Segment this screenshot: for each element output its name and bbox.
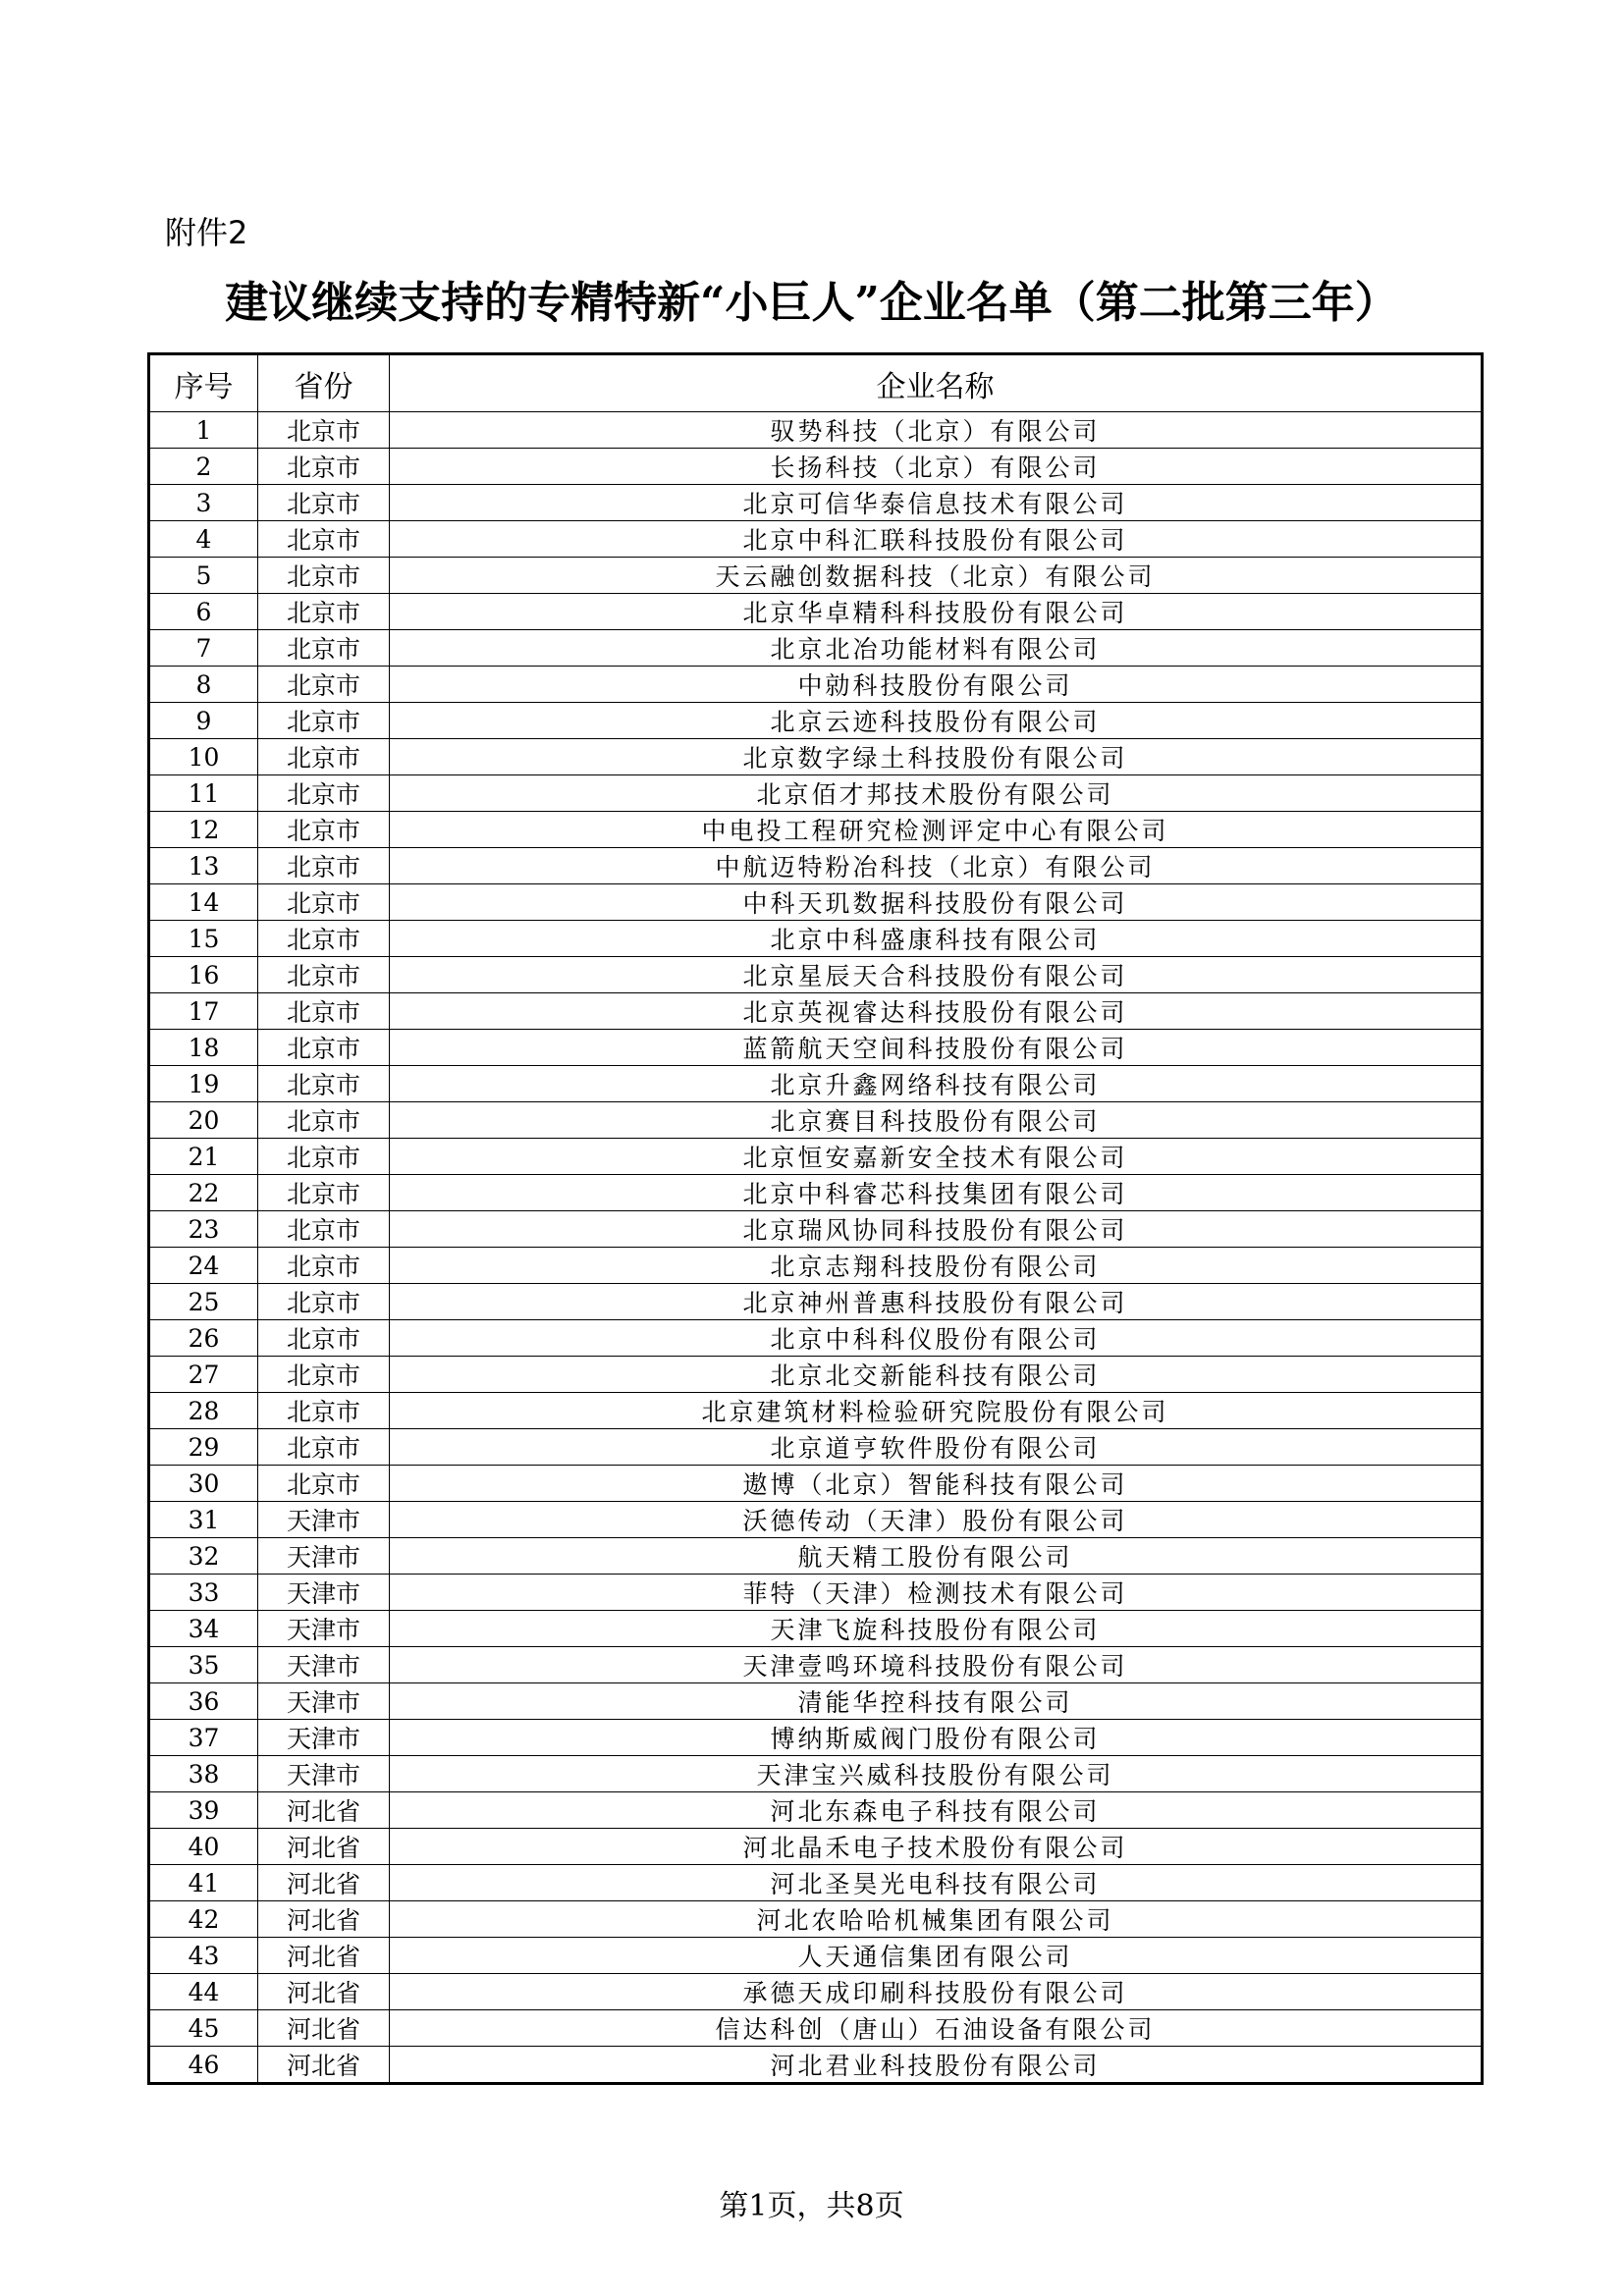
row-no-cell: 12 <box>149 812 258 848</box>
row-company-cell: 菲特（天津）检测技术有限公司 <box>390 1575 1483 1611</box>
row-province-cell: 北京市 <box>258 812 390 848</box>
row-province-cell: 北京市 <box>258 703 390 739</box>
row-province-cell: 北京市 <box>258 558 390 594</box>
row-company-cell: 沃德传动（天津）股份有限公司 <box>390 1502 1483 1538</box>
row-province-cell: 北京市 <box>258 848 390 884</box>
table-row <box>149 1720 1483 1756</box>
row-province-cell: 北京市 <box>258 449 390 485</box>
row-province-cell: 北京市 <box>258 1320 390 1357</box>
row-province-cell: 河北省 <box>258 2010 390 2047</box>
row-company-cell: 北京中科盛康科技有限公司 <box>390 921 1483 957</box>
row-province-cell: 北京市 <box>258 521 390 558</box>
row-no-cell: 25 <box>149 1284 258 1320</box>
row-province-cell: 北京市 <box>258 1393 390 1429</box>
row-no-cell: 19 <box>149 1066 258 1102</box>
page-footer: 第1页，共8页 <box>719 2189 904 2223</box>
row-province-cell: 天津市 <box>258 1720 390 1756</box>
row-no-cell: 4 <box>149 521 258 558</box>
row-company-cell: 河北农哈哈机械集团有限公司 <box>390 1901 1483 1938</box>
row-no-cell: 42 <box>149 1901 258 1938</box>
row-province-cell: 北京市 <box>258 667 390 703</box>
table-row <box>149 2010 1483 2047</box>
row-province-cell: 北京市 <box>258 1429 390 1466</box>
row-company-cell: 北京北交新能科技有限公司 <box>390 1357 1483 1393</box>
row-province-cell: 北京市 <box>258 1102 390 1139</box>
table-row <box>149 1393 1483 1429</box>
row-company-cell: 驭势科技（北京）有限公司 <box>390 412 1483 449</box>
row-no-cell: 45 <box>149 2010 258 2047</box>
company-table <box>147 352 1484 2085</box>
row-company-cell: 长扬科技（北京）有限公司 <box>390 449 1483 485</box>
row-company-cell: 北京华卓精科科技股份有限公司 <box>390 594 1483 630</box>
table-row <box>149 521 1483 558</box>
table-row <box>149 1502 1483 1538</box>
row-province-cell: 天津市 <box>258 1575 390 1611</box>
table-row <box>149 993 1483 1030</box>
row-no-cell: 7 <box>149 630 258 667</box>
row-province-cell: 北京市 <box>258 1357 390 1393</box>
table-row <box>149 1611 1483 1647</box>
row-province-cell: 天津市 <box>258 1611 390 1647</box>
table-row <box>149 594 1483 630</box>
row-company-cell: 承德天成印刷科技股份有限公司 <box>390 1974 1483 2010</box>
row-company-cell: 北京中科科仪股份有限公司 <box>390 1320 1483 1357</box>
table-row <box>149 1792 1483 1829</box>
row-company-cell: 北京中科睿芯科技集团有限公司 <box>390 1175 1483 1211</box>
row-no-cell: 15 <box>149 921 258 957</box>
table-row <box>149 921 1483 957</box>
row-province-cell: 北京市 <box>258 884 390 921</box>
row-company-cell: 航天精工股份有限公司 <box>390 1538 1483 1575</box>
table-row <box>149 1865 1483 1901</box>
row-company-cell: 中科天玑数据科技股份有限公司 <box>390 884 1483 921</box>
row-province-cell: 河北省 <box>258 2047 390 2084</box>
row-company-cell: 中航迈特粉冶科技（北京）有限公司 <box>390 848 1483 884</box>
row-company-cell: 河北君业科技股份有限公司 <box>390 2047 1483 2084</box>
row-company-cell: 天津飞旋科技股份有限公司 <box>390 1611 1483 1647</box>
row-company-cell: 北京云迹科技股份有限公司 <box>390 703 1483 739</box>
row-no-cell: 16 <box>149 957 258 993</box>
row-no-cell: 35 <box>149 1647 258 1683</box>
row-no-cell: 31 <box>149 1502 258 1538</box>
row-no-cell: 33 <box>149 1575 258 1611</box>
row-company-cell: 中勍科技股份有限公司 <box>390 667 1483 703</box>
row-province-cell: 北京市 <box>258 1175 390 1211</box>
table-row <box>149 1429 1483 1466</box>
table-row <box>149 558 1483 594</box>
row-province-cell: 北京市 <box>258 1284 390 1320</box>
row-province-cell: 天津市 <box>258 1756 390 1792</box>
row-company-cell: 中电投工程研究检测评定中心有限公司 <box>390 812 1483 848</box>
header-no: 序号 <box>149 354 258 412</box>
row-company-cell: 北京可信华泰信息技术有限公司 <box>390 485 1483 521</box>
table-row <box>149 1901 1483 1938</box>
row-no-cell: 24 <box>149 1248 258 1284</box>
row-company-cell: 北京中科汇联科技股份有限公司 <box>390 521 1483 558</box>
row-no-cell: 22 <box>149 1175 258 1211</box>
row-no-cell: 14 <box>149 884 258 921</box>
row-no-cell: 32 <box>149 1538 258 1575</box>
header-company: 企业名称 <box>390 354 1483 412</box>
table-row <box>149 1974 1483 2010</box>
row-company-cell: 北京升鑫网络科技有限公司 <box>390 1066 1483 1102</box>
row-no-cell: 17 <box>149 993 258 1030</box>
row-no-cell: 21 <box>149 1139 258 1175</box>
row-province-cell: 北京市 <box>258 1466 390 1502</box>
table-row <box>149 1139 1483 1175</box>
row-company-cell: 博纳斯威阀门股份有限公司 <box>390 1720 1483 1756</box>
row-company-cell: 北京星辰天合科技股份有限公司 <box>390 957 1483 993</box>
row-no-cell: 37 <box>149 1720 258 1756</box>
row-no-cell: 11 <box>149 775 258 812</box>
attachment-label: 附件2 <box>165 214 248 251</box>
row-no-cell: 5 <box>149 558 258 594</box>
row-province-cell: 北京市 <box>258 993 390 1030</box>
row-company-cell: 北京神州普惠科技股份有限公司 <box>390 1284 1483 1320</box>
row-company-cell: 北京赛目科技股份有限公司 <box>390 1102 1483 1139</box>
table-row <box>149 1938 1483 1974</box>
row-no-cell: 9 <box>149 703 258 739</box>
row-no-cell: 2 <box>149 449 258 485</box>
table-row <box>149 1211 1483 1248</box>
table-row <box>149 1756 1483 1792</box>
row-province-cell: 北京市 <box>258 1139 390 1175</box>
row-province-cell: 河北省 <box>258 1901 390 1938</box>
table-row <box>149 449 1483 485</box>
row-province-cell: 北京市 <box>258 739 390 775</box>
row-company-cell: 北京英视睿达科技股份有限公司 <box>390 993 1483 1030</box>
table-row <box>149 884 1483 921</box>
row-no-cell: 34 <box>149 1611 258 1647</box>
row-province-cell: 天津市 <box>258 1502 390 1538</box>
row-company-cell: 北京建筑材料检验研究院股份有限公司 <box>390 1393 1483 1429</box>
row-no-cell: 29 <box>149 1429 258 1466</box>
row-province-cell: 河北省 <box>258 1829 390 1865</box>
row-province-cell: 北京市 <box>258 630 390 667</box>
row-province-cell: 河北省 <box>258 1865 390 1901</box>
row-no-cell: 44 <box>149 1974 258 2010</box>
table-row <box>149 775 1483 812</box>
row-company-cell: 北京北冶功能材料有限公司 <box>390 630 1483 667</box>
row-no-cell: 8 <box>149 667 258 703</box>
row-province-cell: 河北省 <box>258 1974 390 2010</box>
header-province: 省份 <box>258 354 390 412</box>
row-no-cell: 20 <box>149 1102 258 1139</box>
table-row <box>149 667 1483 703</box>
table-row <box>149 848 1483 884</box>
row-company-cell: 北京数字绿土科技股份有限公司 <box>390 739 1483 775</box>
row-no-cell: 10 <box>149 739 258 775</box>
row-no-cell: 43 <box>149 1938 258 1974</box>
row-no-cell: 27 <box>149 1357 258 1393</box>
table-header-row <box>149 354 1483 412</box>
table-row <box>149 1466 1483 1502</box>
row-no-cell: 40 <box>149 1829 258 1865</box>
row-company-cell: 河北圣昊光电科技有限公司 <box>390 1865 1483 1901</box>
table-row <box>149 1538 1483 1575</box>
document-title: 建议继续支持的专精特新“小巨人”企业名单（第二批第三年） <box>225 278 1398 328</box>
row-company-cell: 北京瑞风协同科技股份有限公司 <box>390 1211 1483 1248</box>
row-province-cell: 北京市 <box>258 957 390 993</box>
table-row <box>149 1030 1483 1066</box>
table-row <box>149 1102 1483 1139</box>
table-row <box>149 630 1483 667</box>
row-province-cell: 北京市 <box>258 594 390 630</box>
row-province-cell: 北京市 <box>258 775 390 812</box>
table-row <box>149 1066 1483 1102</box>
table-row <box>149 412 1483 449</box>
row-no-cell: 39 <box>149 1792 258 1829</box>
table-row <box>149 2047 1483 2084</box>
row-province-cell: 天津市 <box>258 1647 390 1683</box>
row-company-cell: 清能华控科技有限公司 <box>390 1683 1483 1720</box>
row-company-cell: 天津宝兴威科技股份有限公司 <box>390 1756 1483 1792</box>
table-row <box>149 1647 1483 1683</box>
row-company-cell: 北京道亨软件股份有限公司 <box>390 1429 1483 1466</box>
row-company-cell: 人天通信集团有限公司 <box>390 1938 1483 1974</box>
table-row <box>149 1175 1483 1211</box>
table-row <box>149 1829 1483 1865</box>
row-province-cell: 河北省 <box>258 1938 390 1974</box>
row-no-cell: 38 <box>149 1756 258 1792</box>
table-row <box>149 812 1483 848</box>
row-province-cell: 北京市 <box>258 921 390 957</box>
row-no-cell: 3 <box>149 485 258 521</box>
row-province-cell: 北京市 <box>258 485 390 521</box>
row-province-cell: 北京市 <box>258 1248 390 1284</box>
row-company-cell: 遨博（北京）智能科技有限公司 <box>390 1466 1483 1502</box>
row-company-cell: 天津壹鸣环境科技股份有限公司 <box>390 1647 1483 1683</box>
row-company-cell: 蓝箭航天空间科技股份有限公司 <box>390 1030 1483 1066</box>
row-company-cell: 北京志翔科技股份有限公司 <box>390 1248 1483 1284</box>
row-no-cell: 13 <box>149 848 258 884</box>
table-row <box>149 1575 1483 1611</box>
row-no-cell: 36 <box>149 1683 258 1720</box>
row-no-cell: 46 <box>149 2047 258 2084</box>
table-row <box>149 1357 1483 1393</box>
table-row <box>149 739 1483 775</box>
row-province-cell: 北京市 <box>258 1030 390 1066</box>
row-no-cell: 23 <box>149 1211 258 1248</box>
table-row <box>149 957 1483 993</box>
table-row <box>149 1320 1483 1357</box>
row-province-cell: 北京市 <box>258 412 390 449</box>
row-province-cell: 北京市 <box>258 1211 390 1248</box>
table-row <box>149 1248 1483 1284</box>
table-row <box>149 703 1483 739</box>
row-no-cell: 28 <box>149 1393 258 1429</box>
row-company-cell: 信达科创（唐山）石油设备有限公司 <box>390 2010 1483 2047</box>
row-no-cell: 30 <box>149 1466 258 1502</box>
row-province-cell: 天津市 <box>258 1683 390 1720</box>
row-province-cell: 河北省 <box>258 1792 390 1829</box>
row-no-cell: 18 <box>149 1030 258 1066</box>
row-company-cell: 河北晶禾电子技术股份有限公司 <box>390 1829 1483 1865</box>
row-company-cell: 河北东森电子科技有限公司 <box>390 1792 1483 1829</box>
row-province-cell: 北京市 <box>258 1066 390 1102</box>
row-province-cell: 天津市 <box>258 1538 390 1575</box>
row-company-cell: 天云融创数据科技（北京）有限公司 <box>390 558 1483 594</box>
table-row <box>149 1284 1483 1320</box>
row-no-cell: 6 <box>149 594 258 630</box>
table-row <box>149 485 1483 521</box>
row-company-cell: 北京恒安嘉新安全技术有限公司 <box>390 1139 1483 1175</box>
table-row <box>149 1683 1483 1720</box>
row-no-cell: 41 <box>149 1865 258 1901</box>
row-no-cell: 1 <box>149 412 258 449</box>
row-company-cell: 北京佰才邦技术股份有限公司 <box>390 775 1483 812</box>
table-body <box>149 412 1483 2084</box>
row-no-cell: 26 <box>149 1320 258 1357</box>
